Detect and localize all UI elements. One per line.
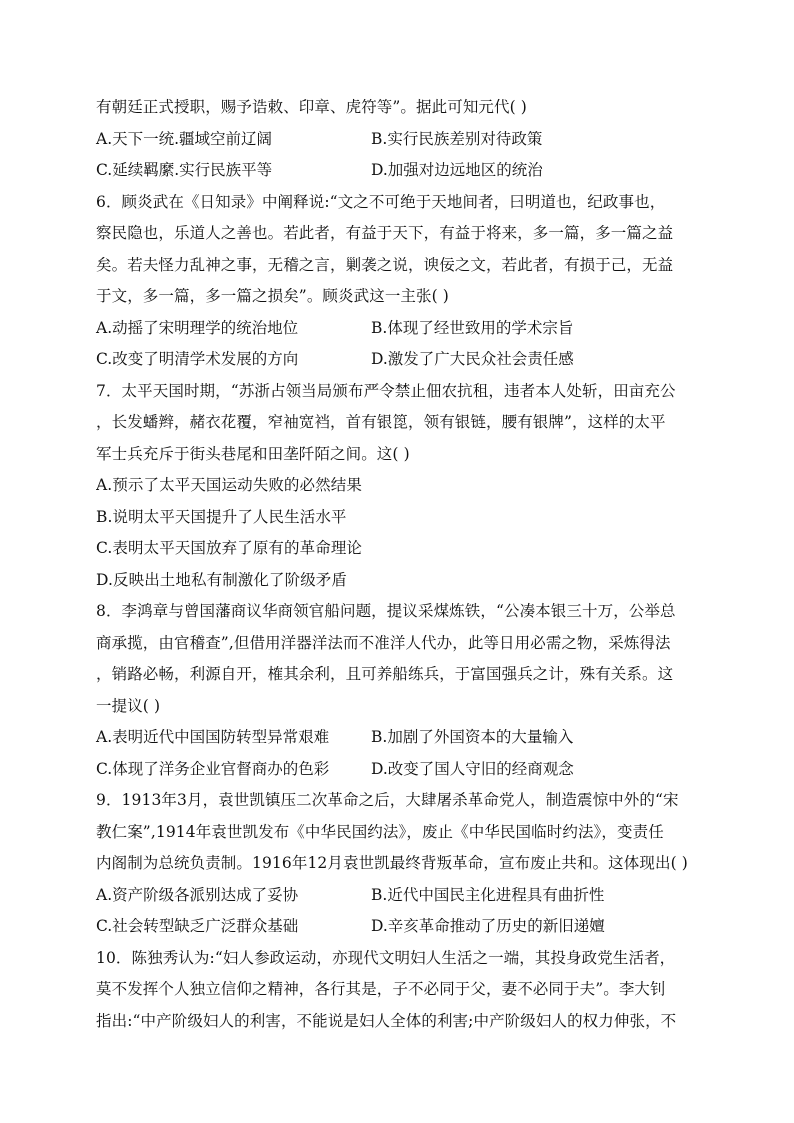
option-c: C.改变了明清学术发展的方向	[96, 350, 299, 368]
option-a: A.动摇了宋明理学的统治地位	[96, 318, 299, 337]
question-9-stem-line: 内阁制为总统负责制。1916年12月袁世凯最终背叛革命，宣布废止共和。这体现出( )	[96, 854, 688, 872]
option-b: B.近代中国民主化进程具有曲折性	[371, 885, 605, 904]
option-d: D.改变了国人守旧的经商观念	[371, 759, 574, 778]
question-9-stem-line: 9．1913年3月，袁世凯镇压二次革命之后，大肆屠杀革命党人，制造震惊中外的“宋	[96, 791, 679, 809]
question-5-stem-line: 有朝廷正式授职，赐予诰敕、印章、虎符等”。据此可知元代( )	[96, 98, 527, 116]
option-a: A.天下一统.疆域空前辽阔	[96, 129, 273, 148]
option-c: C.表明太平天国放弃了原有的革命理论	[96, 539, 363, 557]
question-6-options-row-1	[96, 313, 698, 345]
question-6-options-row-2	[96, 344, 698, 376]
option-b: B.加剧了外国资本的大量输入	[371, 728, 574, 746]
question-10-stem-line: 10．陈独秀认为:“妇人参政运动，亦现代文明妇人生活之一端，其投身政党生活者，	[96, 948, 676, 967]
question-5-options-row-1	[96, 124, 698, 156]
question-10-stem-line: 莫不发挥个人独立信仰之精神，各行其是，子不必同于父，妻不必同于夫”。李大钊	[96, 980, 666, 998]
option-d: D.反映出土地私有制激化了阶级矛盾	[96, 570, 348, 589]
question-9-stem-line: 教仁案”,1914年袁世凯发布《中华民国约法》，废止《中华民国临时约法》，变责任	[96, 822, 664, 841]
question-8-options-row-2	[96, 754, 698, 786]
question-8-options-row-1	[96, 722, 698, 754]
option-d: D.辛亥革命推动了历史的新旧递嬗	[371, 917, 605, 935]
option-a: A.预示了太平天国运动失败的必然结果	[96, 476, 362, 494]
option-c: C.体现了洋务企业官督商办的色彩	[96, 759, 330, 778]
question-7	[96, 376, 698, 597]
option-d: D.加强对边远地区的统治	[371, 161, 543, 179]
option-b: B.体现了经世致用的学术宗旨	[371, 318, 574, 337]
question-8-stem-line: ，销路必畅，利源自开，榷其余利，且可养船练兵，于富国强兵之计，殊有关系。这	[96, 665, 674, 683]
question-7-stem-line: ，长发蟠辫，赭衣花覆，窄袖宽裆，首有银箆，领有银链，腰有银牌”，这样的太平	[96, 413, 666, 431]
question-6-stem-line: 矣。若夫怪力乱神之事，无稽之言，剿袭之说，谀佞之文，若此者，有损于己，无益	[96, 255, 674, 274]
question-7-stem-line: 7．太平天国时期，“苏浙占领当局颁布严令禁止佃农抗租，违者本人处斩，田亩充公	[96, 381, 676, 400]
question-8-stem-line: 一提议( )	[96, 696, 161, 715]
question-8	[96, 596, 698, 785]
question-6-stem-line: 察民隐也，乐道人之善也。若此者，有益于天下，有益于将来，多一篇，多一篇之益	[96, 224, 674, 242]
option-c: C.社会转型缺乏广泛群众基础	[96, 917, 299, 935]
question-6-stem-line: 于文，多一篇，多一篇之损矣”。顾炎武这一主张( )	[96, 287, 449, 305]
question-9	[96, 785, 698, 943]
option-a: A.资产阶级各派别达成了妥协	[96, 885, 299, 904]
question-10	[96, 943, 698, 1038]
question-9-options-row-2	[96, 911, 698, 943]
question-8-stem-line: 8．李鸿章与曾国藩商议华商领官船问题，提议采煤炼铁，“公凑本银三十万，公举总	[96, 602, 676, 620]
question-6	[96, 187, 698, 376]
question-5	[96, 92, 698, 187]
question-6-stem-line: 6．顾炎武在《日知录》中阐释说:“文之不可绝于天地间者，曰明道也，纪政事也，	[96, 192, 666, 211]
question-7-stem-line: 军士兵充斥于街头巷尾和田垄阡陌之间。这( )	[96, 444, 410, 463]
question-5-options-row-2	[96, 155, 698, 187]
option-c: C.延续羁縻.实行民族平等	[96, 161, 273, 179]
option-b: B.说明太平天国提升了人民生活水平	[96, 507, 347, 526]
option-a: A.表明近代中国国防转型异常艰难	[96, 728, 330, 746]
question-9-options-row-1	[96, 880, 698, 912]
question-8-stem-line: 商承揽，由官稽查”,但借用洋器洋法而不准洋人代办，此等日用必需之物，采炼得法	[96, 633, 671, 652]
option-b: B.实行民族差别对待政策	[371, 129, 543, 148]
question-10-stem-line: 指出:“中产阶级妇人的利害，不能说是妇人全体的利害;中产阶级妇人的权力伸张，不	[96, 1011, 677, 1030]
option-d: D.激发了广大民众社会责任感	[371, 350, 574, 368]
